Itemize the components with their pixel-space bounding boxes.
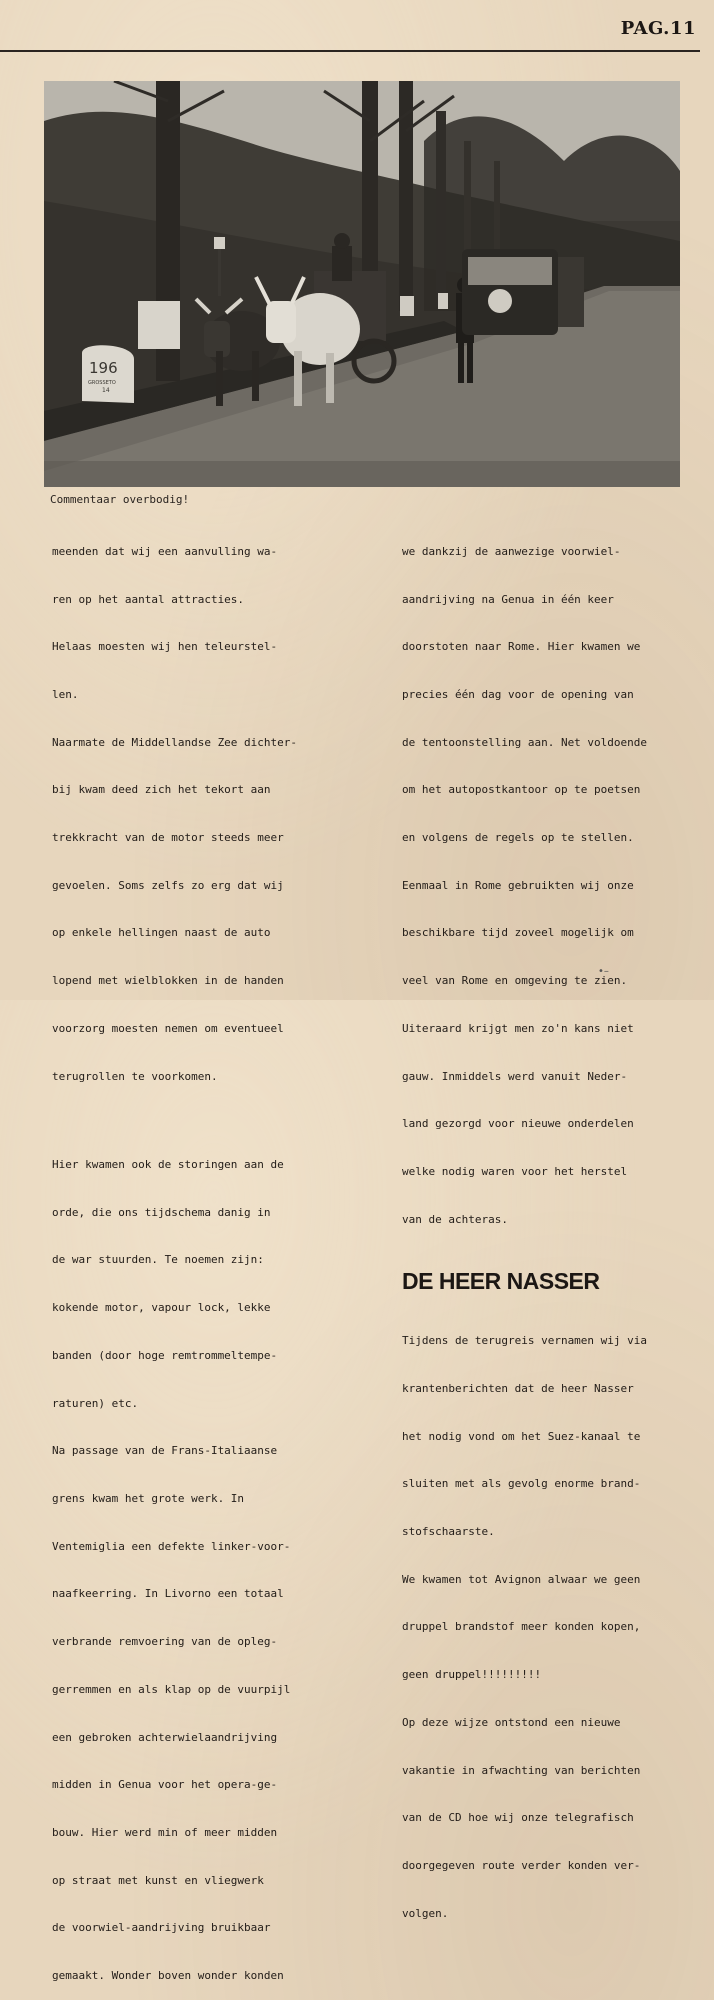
text-line: trekkracht van de motor steeds meer: [52, 831, 284, 845]
text-line: Op deze wijze ontstond een nieuwe: [402, 1715, 621, 1729]
text-line: om het autopostkantoor op te poetsen: [402, 783, 641, 797]
text-line: stofschaarste.: [402, 1524, 495, 1538]
text-line: aandrijving na Genua in één keer: [402, 592, 614, 606]
text-line: orde, die ons tijdschema danig in: [52, 1205, 271, 1219]
text-line: beschikbare tijd zoveel mogelijk om: [402, 926, 634, 940]
text-line: We kwamen tot Avignon alwaar we geen: [402, 1572, 641, 1586]
text-line: we dankzij de aanwezige voorwiel-: [402, 544, 621, 558]
continuation-mark: •–: [598, 966, 609, 977]
right-column: [402, 512, 702, 1937]
text-line: kokende motor, vapour lock, lekke: [52, 1301, 271, 1315]
text-line: welke nodig waren voor het herstel: [402, 1164, 628, 1178]
text-line: veel van Rome en omgeving te zien.: [402, 974, 628, 988]
text-line: verbrande remvoering van de opleg-: [52, 1635, 278, 1649]
text-line: midden in Genua voor het opera-ge-: [52, 1778, 278, 1792]
milestone-label-line1: GROSSETO: [88, 380, 116, 386]
text-line: raturen) etc.: [52, 1396, 139, 1410]
section-heading: DE HEER NASSER: [402, 1268, 600, 1295]
text-line: bouw. Hier werd min of meer midden: [52, 1825, 278, 1839]
text-line: geen druppel!!!!!!!!!: [402, 1668, 542, 1682]
text-line: gemaakt. Wonder boven wonder konden: [52, 1969, 284, 1983]
text-line: de tentoonstelling aan. Net voldoende: [402, 735, 648, 749]
left-column: [52, 512, 352, 2000]
text-line: Ventemiglia een defekte linker-voor-: [52, 1539, 291, 1553]
text-line: Helaas moesten wij hen teleurstel-: [52, 640, 278, 654]
text-line: krantenberichten dat de heer Nasser: [402, 1381, 634, 1395]
text-line: de war stuurden. Te noemen zijn:: [52, 1253, 264, 1267]
text-line: doorstoten naar Rome. Hier kwamen we: [402, 640, 641, 654]
text-line: een gebroken achterwielaandrijving: [52, 1730, 278, 1744]
text-line: doorgegeven route verder konden ver-: [402, 1858, 641, 1872]
text-line: gauw. Inmiddels werd vanuit Neder-: [402, 1069, 628, 1083]
page-number: PAG.11: [620, 18, 696, 39]
milestone-number: 196: [89, 359, 118, 377]
text-line: voorzorg moesten nemen om eventueel: [52, 1021, 284, 1035]
text-line: gevoelen. Soms zelfs zo erg dat wij: [52, 878, 284, 892]
photo-caption: Commentaar overbodig!: [50, 493, 190, 506]
text-line: Tijdens de terugreis vernamen wij via: [402, 1334, 648, 1348]
text-line: van de CD hoe wij onze telegrafisch: [402, 1811, 634, 1825]
text-line: Uiteraard krijgt men zo'n kans niet: [402, 1021, 634, 1035]
text-line: van de achteras.: [402, 1212, 508, 1226]
text-line: naafkeerring. In Livorno een totaal: [52, 1587, 284, 1601]
text-line: len.: [52, 687, 79, 701]
text-line: Hier kwamen ook de storingen aan de: [52, 1158, 284, 1172]
text-line: op enkele hellingen naast de auto: [52, 926, 271, 940]
text-line: Na passage van de Frans-Italiaanse: [52, 1444, 278, 1458]
text-line: op straat met kunst en vliegwerk: [52, 1873, 264, 1887]
text-line: Naarmate de Middellandse Zee dichter-: [52, 735, 298, 749]
text-line: precies één dag voor de opening van: [402, 687, 634, 701]
text-line: bij kwam deed zich het tekort aan: [52, 783, 271, 797]
photo-oxcart-and-bus: [44, 81, 680, 487]
text-line: vakantie in afwachting van berichten: [402, 1763, 641, 1777]
text-line: sluiten met als gevolg enorme brand-: [402, 1477, 641, 1491]
text-line: grens kwam het grote werk. In: [52, 1491, 245, 1505]
text-line: Eenmaal in Rome gebruikten wij onze: [402, 878, 634, 892]
text-line: lopend met wielblokken in de handen: [52, 974, 284, 988]
text-line: gerremmen en als klap op de vuurpijl: [52, 1682, 291, 1696]
header-rule: [0, 50, 700, 52]
text-line: de voorwiel-aandrijving bruikbaar: [52, 1921, 271, 1935]
text-line: terugrollen te voorkomen.: [52, 1069, 218, 1083]
milestone-label-line2: 14: [102, 387, 110, 394]
text-line: en volgens de regels op te stellen.: [402, 831, 634, 845]
text-line: banden (door hoge remtrommeltempe-: [52, 1348, 278, 1362]
text-line: ren op het aantal attracties.: [52, 592, 245, 606]
text-line: land gezorgd voor nieuwe onderdelen: [402, 1117, 634, 1131]
text-line: volgen.: [402, 1906, 449, 1920]
paragraph-gap: [52, 1116, 352, 1125]
text-line: druppel brandstof meer konden kopen,: [402, 1620, 641, 1634]
text-line: meenden dat wij een aanvulling wa-: [52, 544, 278, 558]
text-line: het nodig vond om het Suez-kanaal te: [402, 1429, 641, 1443]
